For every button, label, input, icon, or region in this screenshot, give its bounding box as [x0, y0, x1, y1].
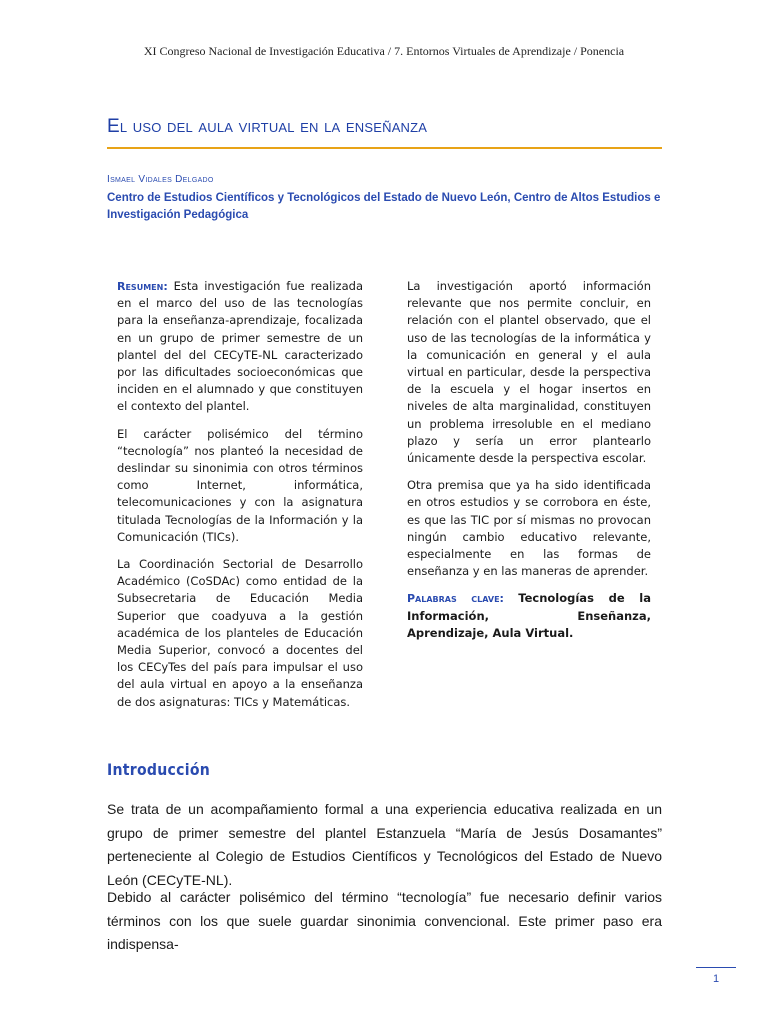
abstract-paragraph: El carácter polisémico del término “tecnología” nos planteó la necesidad de deslindar su sinonimia con otros términos como Internet, informática, telecomunicaciones y con la asignatura titulada Tecnologías de la Información y la Comunicación (TICs).: [117, 426, 363, 544]
author-name: Ismael Vidales Delgado: [107, 174, 214, 185]
abstract-label: Resumen:: [117, 280, 168, 293]
page-number-rule: [696, 967, 736, 968]
body-paragraph: Se trata de un acompañamiento formal a una experiencia educativa realizada en un grupo de primer semestre del plantel Estanzuela “María de Jesús Dosamantes” perteneciente al Colegio de Estudios Científicos y Tecnológicos del Estado de Nuevo León (CECyTE-NL).: [107, 801, 662, 888]
abstract-left-column: [117, 278, 363, 721]
abstract-paragraph: Otra premisa que ya ha sido identificada en otros estudios y se corrobora en éste, es que las TIC por sí mismas no provocan ningún cambio educativo relevante, especialmente en las formas de enseñanza y en las maneras de aprender.: [407, 478, 651, 579]
section-heading-introduccion: Introducción: [107, 760, 211, 779]
abstract-text: Esta investigación fue realizada en el marco del uso de las tecnologías para la enseñanza-aprendizaje, focalizada en un grupo de primer semestre de un plantel del del CECyTE-NL caracterizado por las dificultades socioeconómicas que inciden en el alumnado y que constituyen el contexto del plantel.: [117, 279, 363, 414]
abstract-paragraph: La Coordinación Sectorial de Desarrollo Académico (CoSDAc) como entidad de la Subsecretaria de Educación Media Superior que coadyuva a la gestión académica de los planteles de Educación Media Superior, convocó a docentes del los CECyTes del país para impulsar el uso del aula virtual en apoyo a la enseñanza de dos asignaturas: TICs y Matemáticas.: [117, 557, 363, 709]
abstract-right-column: [407, 278, 651, 652]
keywords-label: Palabras clave:: [407, 592, 504, 606]
abstract-paragraph: [117, 278, 363, 416]
article-title: El uso del aula virtual en la enseñanza: [107, 116, 428, 137]
title-divider: [107, 147, 662, 149]
running-header: XI Congreso Nacional de Investigación Educativa / 7. Entornos Virtuales de Aprendizaje / Ponencia: [143, 44, 625, 58]
keywords-paragraph: [407, 590, 651, 642]
abstract-paragraph: La investigación aportó información relevante que nos permite concluir, en relación con el plantel observado, que el uso de las tecnologías de la informática y la comunicación en general y el aula virtual en particular, desde la perspectiva de la escuela y el hogar insertos en niveles de alta marginalidad, constituyen un problema irresoluble en el mediano plazo y sería un error plantearlo únicamente desde la perspectiva escolar.: [407, 279, 651, 466]
page-number: 1: [712, 973, 720, 985]
keywords-text: Tecnologías de la Información, Enseñanza, Aprendizaje, Aula Virtual.: [407, 591, 651, 640]
body-paragraph: Debido al carácter polisémico del término “tecnología” fue necesario definir varios términos con los que suele guardar sinonimia convencional. Este primer paso era indispensa-: [107, 889, 662, 952]
author-affiliation: Centro de Estudios Científicos y Tecnológicos del Estado de Nuevo León, Centro de Altos Estudios e Investigación Pedagógica: [107, 192, 661, 221]
